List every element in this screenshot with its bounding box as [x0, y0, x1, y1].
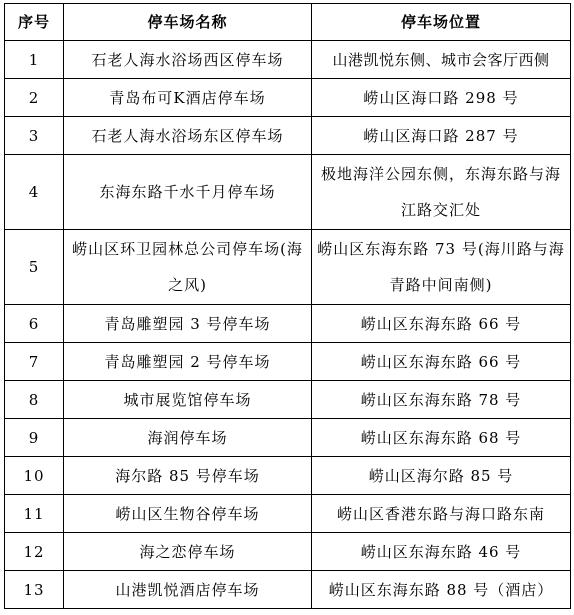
- cell-parking-name: 东海东路千水千月停车场: [64, 155, 312, 230]
- table-row: [5, 79, 571, 117]
- cell-serial-number: 1: [5, 41, 64, 79]
- table-row: [5, 533, 571, 571]
- cell-serial-number: 9: [5, 419, 64, 457]
- cell-serial-number: 3: [5, 117, 64, 155]
- cell-parking-name: 城市展览馆停车场: [64, 381, 312, 419]
- cell-serial-number: 11: [5, 495, 64, 533]
- table-row: [5, 41, 571, 79]
- table-header-row: [5, 4, 571, 41]
- table-row: [5, 381, 571, 419]
- cell-parking-name: 海之恋停车场: [64, 533, 312, 571]
- cell-parking-name: 海尔路 85 号停车场: [64, 457, 312, 495]
- header-parking-name: 停车场名称: [64, 4, 312, 41]
- table-row: [5, 305, 571, 343]
- cell-parking-name: 崂山区生物谷停车场: [64, 495, 312, 533]
- cell-parking-location: 山港凯悦东侧、城市会客厅西侧: [312, 41, 571, 79]
- cell-serial-number: 10: [5, 457, 64, 495]
- cell-parking-location: 极地海洋公园东侧，东海东路与海江路交汇处: [312, 155, 571, 230]
- cell-parking-location: 崂山区东海东路 78 号: [312, 381, 571, 419]
- cell-serial-number: 12: [5, 533, 64, 571]
- header-serial-number: 序号: [5, 4, 64, 41]
- cell-parking-name: 石老人海水浴场东区停车场: [64, 117, 312, 155]
- cell-parking-location: 崂山区海尔路 85 号: [312, 457, 571, 495]
- cell-parking-name: 崂山区环卫园林总公司停车场(海之风): [64, 230, 312, 305]
- cell-parking-name: 山港凯悦酒店停车场: [64, 571, 312, 609]
- parking-lot-table: [4, 3, 571, 609]
- cell-parking-location: 崂山区东海东路 88 号（酒店）: [312, 571, 571, 609]
- cell-parking-location: 崂山区东海东路 66 号: [312, 343, 571, 381]
- header-parking-location: 停车场位置: [312, 4, 571, 41]
- cell-parking-location: 崂山区海口路 287 号: [312, 117, 571, 155]
- cell-serial-number: 2: [5, 79, 64, 117]
- cell-serial-number: 4: [5, 155, 64, 230]
- table-row: [5, 343, 571, 381]
- table-row: [5, 419, 571, 457]
- cell-parking-location: 崂山区东海东路 68 号: [312, 419, 571, 457]
- cell-serial-number: 13: [5, 571, 64, 609]
- cell-serial-number: 6: [5, 305, 64, 343]
- cell-parking-name: 青岛雕塑园 2 号停车场: [64, 343, 312, 381]
- cell-parking-name: 青岛雕塑园 3 号停车场: [64, 305, 312, 343]
- cell-parking-location: 崂山区东海东路 73 号(海川路与海青路中间南侧): [312, 230, 571, 305]
- cell-parking-name: 石老人海水浴场西区停车场: [64, 41, 312, 79]
- table-row: [5, 117, 571, 155]
- cell-serial-number: 7: [5, 343, 64, 381]
- cell-serial-number: 8: [5, 381, 64, 419]
- cell-parking-location: 崂山区海口路 298 号: [312, 79, 571, 117]
- cell-serial-number: 5: [5, 230, 64, 305]
- table-row: [5, 230, 571, 305]
- cell-parking-location: 崂山区东海东路 46 号: [312, 533, 571, 571]
- cell-parking-name: 海润停车场: [64, 419, 312, 457]
- table-row: [5, 495, 571, 533]
- cell-parking-location: 崂山区东海东路 66 号: [312, 305, 571, 343]
- table-row: [5, 457, 571, 495]
- cell-parking-name: 青岛布可K酒店停车场: [64, 79, 312, 117]
- table-row: [5, 571, 571, 609]
- table-row: [5, 155, 571, 230]
- cell-parking-location: 崂山区香港东路与海口路东南: [312, 495, 571, 533]
